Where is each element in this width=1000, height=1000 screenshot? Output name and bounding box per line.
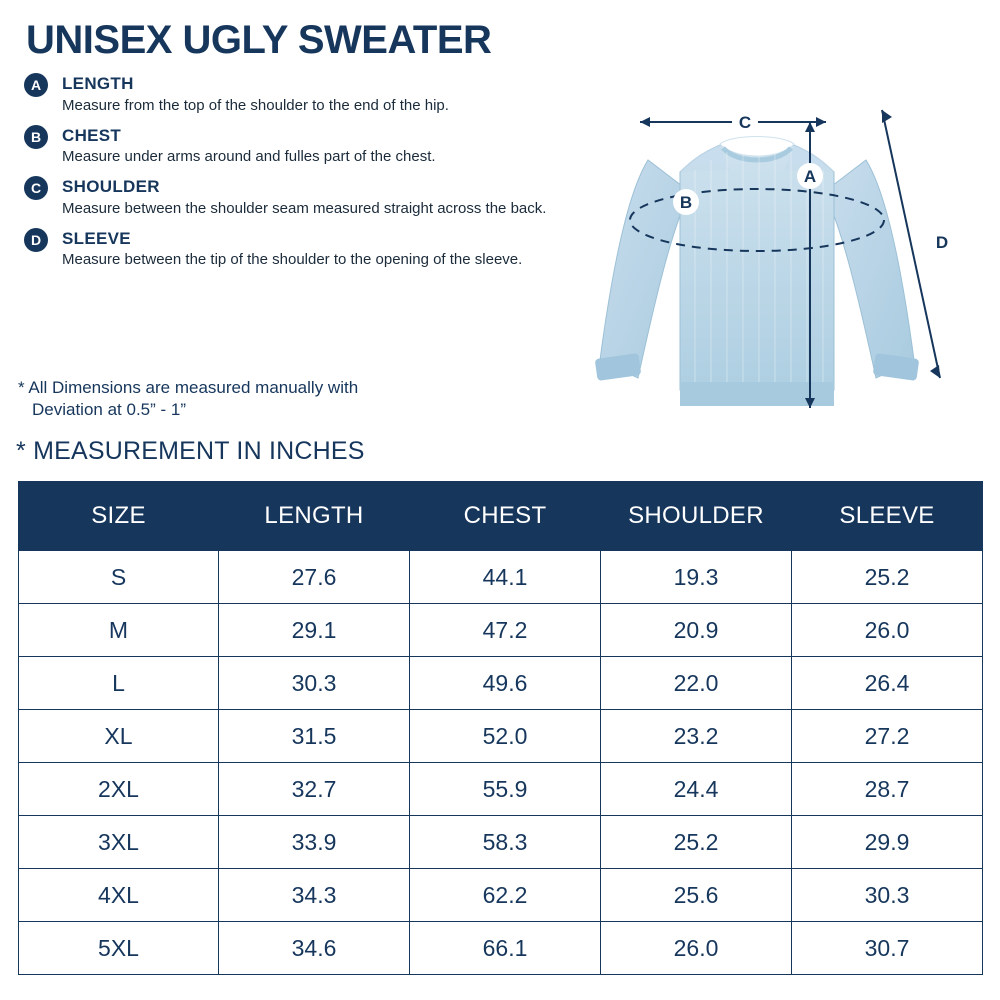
cell-chest: 52.0: [410, 710, 601, 763]
cell-shoulder: 26.0: [601, 922, 792, 975]
sweater-illustration: [530, 60, 1000, 440]
table-row: [19, 551, 983, 604]
cell-length: 30.3: [219, 657, 410, 710]
table-row: [19, 763, 983, 816]
legend-description: Measure from the top of the shoulder to the end of the hip.: [62, 96, 449, 114]
legend-heading: LENGTH: [62, 74, 134, 93]
cell-chest: 55.9: [410, 763, 601, 816]
label-a: A: [803, 167, 817, 186]
legend-list: [24, 72, 584, 278]
cell-shoulder: 22.0: [601, 657, 792, 710]
legend-heading: SHOULDER: [62, 177, 160, 197]
cell-sleeve: 26.4: [792, 657, 983, 710]
cell-size: 3XL: [19, 816, 219, 869]
table-row: [19, 869, 983, 922]
legend-description: Measure under arms around and fulles part of the chest.: [62, 148, 436, 166]
deviation-note: [18, 377, 538, 421]
label-d: D: [935, 233, 949, 252]
garment-shape: [595, 137, 920, 407]
page-title: UNISEX UGLY SWEATER: [26, 18, 492, 62]
cell-chest: 66.1: [410, 922, 601, 975]
cell-size: 2XL: [19, 763, 219, 816]
cell-length: 27.6: [219, 551, 410, 604]
legend-item-sleeve: [24, 227, 584, 271]
table-row: [19, 922, 983, 975]
legend-item-shoulder: [24, 175, 584, 219]
cell-chest: 58.3: [410, 816, 601, 869]
table-row: [19, 816, 983, 869]
cell-chest: 49.6: [410, 657, 601, 710]
cell-shoulder: 20.9: [601, 604, 792, 657]
badge-b-icon: B: [24, 125, 48, 149]
cell-sleeve: 30.3: [792, 869, 983, 922]
table-header-row: [19, 482, 983, 551]
cell-sleeve: 29.9: [792, 816, 983, 869]
cell-sleeve: 28.7: [792, 763, 983, 816]
badge-c-icon: C: [24, 176, 48, 200]
cell-shoulder: 25.6: [601, 869, 792, 922]
legend-heading: SLEEVE: [62, 228, 131, 248]
cell-size: 4XL: [19, 869, 219, 922]
table-row: [19, 604, 983, 657]
column-header-size: SIZE: [19, 482, 219, 551]
deviation-note-line1: * All Dimensions are measured manually with: [18, 378, 359, 397]
cell-sleeve: 30.7: [792, 922, 983, 975]
cell-sleeve: 26.0: [792, 604, 983, 657]
cell-length: 34.3: [219, 869, 410, 922]
cell-size: M: [19, 604, 219, 657]
cell-size: 5XL: [19, 922, 219, 975]
badge-d-icon: D: [24, 228, 48, 252]
badge-a-icon: A: [24, 73, 48, 97]
label-b: B: [679, 193, 693, 212]
column-header-chest: CHEST: [410, 482, 601, 551]
deviation-note-line2: Deviation at 0.5” - 1”: [32, 400, 187, 420]
table-row: [19, 710, 983, 763]
cell-shoulder: 24.4: [601, 763, 792, 816]
legend-item-length: [24, 72, 584, 116]
cell-chest: 44.1: [410, 551, 601, 604]
cell-size: S: [19, 551, 219, 604]
table-row: [19, 657, 983, 710]
cell-size: XL: [19, 710, 219, 763]
cell-shoulder: 25.2: [601, 816, 792, 869]
cell-length: 31.5: [219, 710, 410, 763]
label-c: C: [738, 113, 752, 132]
cell-length: 32.7: [219, 763, 410, 816]
column-header-sleeve: SLEEVE: [792, 482, 983, 551]
legend-item-chest: [24, 124, 584, 168]
measurement-units-heading: * MEASUREMENT IN INCHES: [16, 437, 365, 465]
cell-length: 33.9: [219, 816, 410, 869]
cell-length: 29.1: [219, 604, 410, 657]
sweater-illustration-svg: [530, 60, 1000, 440]
cell-chest: 62.2: [410, 869, 601, 922]
legend-heading: CHEST: [62, 125, 122, 145]
cell-chest: 47.2: [410, 604, 601, 657]
legend-description: Measure between the tip of the shoulder to the opening of the sleeve.: [62, 251, 523, 269]
column-header-length: LENGTH: [219, 482, 410, 551]
cell-size: L: [19, 657, 219, 710]
cell-shoulder: 23.2: [601, 710, 792, 763]
cell-length: 34.6: [219, 922, 410, 975]
cell-sleeve: 25.2: [792, 551, 983, 604]
column-header-shoulder: SHOULDER: [601, 482, 792, 551]
cell-shoulder: 19.3: [601, 551, 792, 604]
cell-sleeve: 27.2: [792, 710, 983, 763]
size-table: [18, 481, 983, 975]
legend-description: Measure between the shoulder seam measured straight across the back.: [62, 199, 547, 217]
